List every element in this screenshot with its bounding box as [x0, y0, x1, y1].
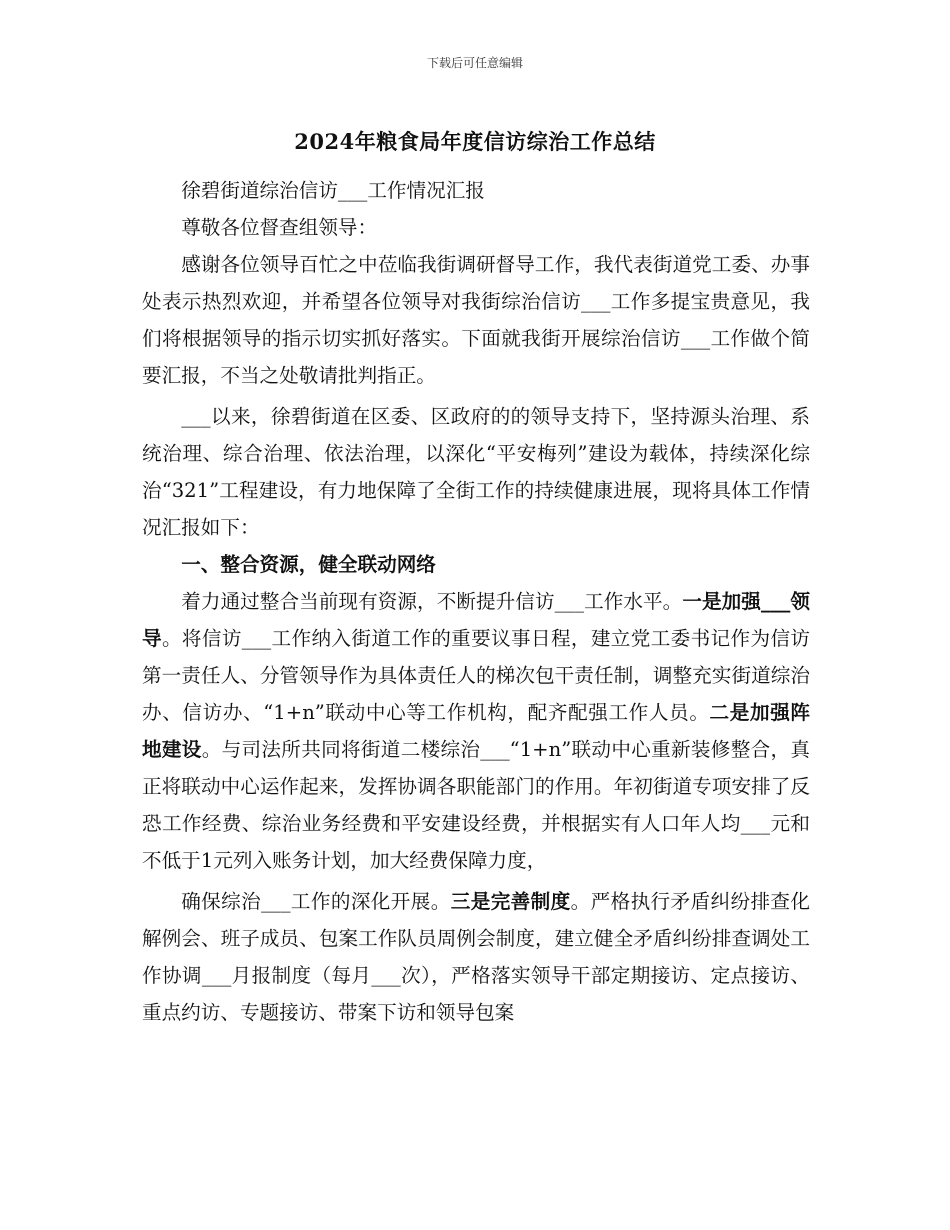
text-run: 着力通过整合当前现有资源，不断提升信访___工作水平。 [181, 590, 683, 613]
paragraph-overview: ___以来，徐碧街道在区委、区政府的的领导支持下，坚持源头治理、系统治理、综合治理、依法治理，以深化“平安梅列”建设为载体，持续深化综治“321”工程建设，有力地保障了全街工作的持续健康进展，现将具体工作情况汇报如下： [142, 405, 810, 539]
section-heading-1: 一、整合资源，健全联动网络 [181, 553, 436, 576]
bold-point-2: 二是加强阵地建设 [142, 701, 811, 761]
bold-point-1: 一是加强___领导 [142, 590, 811, 650]
text-run: 。严格执行矛盾纠纷排查化解例会、班子成员、包案工作队员周例会制度，建立健全矛盾纠纷排查调处工作协调___月报制度（每月___次），严格落实领导干部定期接访、定点接访、重点约访、专题接访、带案下访和领导包案 [142, 890, 811, 1024]
paragraph-subtitle: 徐碧街道综治信访___工作情况汇报 [181, 179, 485, 202]
bold-point-3: 三是完善制度 [450, 890, 571, 913]
header-note: 下载后可任意编辑 [426, 56, 523, 70]
text-run: 。与司法所共同将街道二楼综治___“1+n”联动中心重新装修整合，真正将联动中心运作起来，发挥协调各职能部门的作用。年初街道专项安排了反恐工作经费、综治业务经费和平安建设经费，并根据实有人口年人均___元和不低于1元列入账务计划，加大经费保障力度， [142, 738, 810, 872]
document-title: 2024年粮食局年度信访综治工作总结 [294, 129, 656, 154]
text-run: 确保综治___工作的深化开展。 [181, 890, 451, 913]
paragraph-section-1-cont [142, 883, 810, 1031]
paragraph-section-1 [142, 583, 810, 879]
paragraph-salutation: 尊敬各位督查组领导： [181, 216, 378, 239]
document-body [142, 172, 810, 1031]
paragraph-intro: 感谢各位领导百忙之中莅临我街调研督导工作，我代表街道党工委、办事处表示热烈欢迎，并希望各位领导对我街综治信访___工作多提宝贵意见，我们将根据领导的指示切实抓好落实。下面就我街开展综治信访___工作做个简要汇报，不当之处敬请批判指正。 [142, 253, 810, 387]
text-run: 。将信访___工作纳入街道工作的重要议事日程，建立党工委书记作为信访第一责任人、分管领导作为具体责任人的梯次包干责任制，调整充实街道综治办、信访办、“1+n”联动中心等工作机构，配齐配强工作人员。 [142, 627, 811, 724]
